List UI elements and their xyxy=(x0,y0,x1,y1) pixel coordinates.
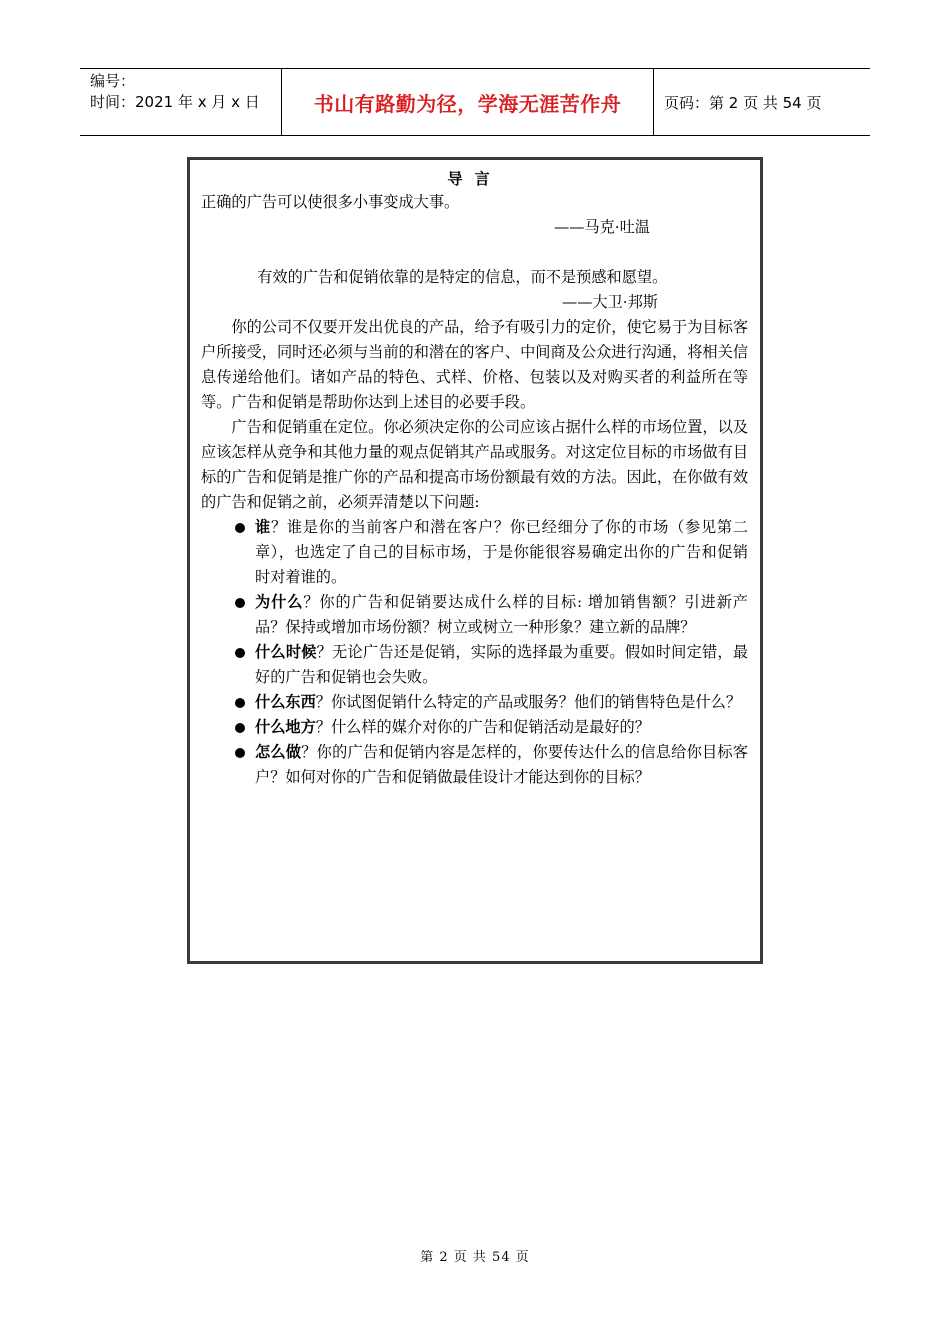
question-list xyxy=(201,515,748,790)
item-text: ？你试图促销什么特定的产品或服务？他们的销售特色是什么？ xyxy=(315,693,741,711)
quote-text: 正确的广告可以使很多小事变成大事。 xyxy=(201,193,460,211)
header-page-info: 页码：第 2 页 共 54 页 xyxy=(664,93,822,112)
bullet-icon xyxy=(235,723,245,733)
item-text: ？你的广告和促销内容是怎样的，你要传达什么的信息给你目标客户？如何对你的广告和促销做最佳设计才能达到你的目标？ xyxy=(255,743,749,786)
item-term: 为什么 xyxy=(255,593,304,611)
bullet-icon xyxy=(235,598,245,608)
header-motto: 书山有路勤为径，学海无涯苦作舟 xyxy=(282,69,654,135)
body-paragraph: 你的公司不仅要开发出优良的产品，给予有吸引力的定价，使它易于为目标客户所接受，同时还必须与当前的和潜在的客户、中间商及公众进行沟通，将相关信息传递给他们。诸如产品的特色、式样、价格、包装以及对购买者的利益所在等等。广告和促销是帮助你达到上述目的必要手段。 xyxy=(201,318,748,411)
list-item xyxy=(201,515,748,590)
list-item xyxy=(201,690,748,715)
page-footer: 第 2 页 共 54 页 xyxy=(420,1250,530,1265)
bullet-icon xyxy=(235,523,245,533)
page-header xyxy=(80,68,870,136)
list-item xyxy=(201,640,748,690)
item-text: ？无论广告还是促销，实际的选择最为重要。假如时间定错，最好的广告和促销也会失败。 xyxy=(255,643,749,686)
bullet-icon xyxy=(235,698,245,708)
list-item xyxy=(201,740,748,790)
list-item xyxy=(201,590,748,640)
content-box xyxy=(187,157,763,964)
item-term: 怎么做 xyxy=(255,743,302,761)
quote-author: ——大卫·邦斯 xyxy=(562,293,658,311)
item-term: 谁 xyxy=(255,518,271,536)
bullet-icon xyxy=(235,748,245,758)
quote-author: ——马克·吐温 xyxy=(554,218,650,236)
spacer xyxy=(201,240,748,265)
date-label: 时间：2021 年 x 月 x 日 xyxy=(90,93,260,111)
number-label: 编号： xyxy=(90,72,136,90)
section-title: 导言 xyxy=(447,170,502,188)
body-paragraph: 广告和促销重在定位。你必须决定你的公司应该占据什么样的市场位置，以及应该怎样从竞争和其他力量的观点促销其产品或服务。对这定位目标的市场做有目标的广告和促销是推广你的产品和提高市场份额最有效的方法。因此，在你做有效的广告和促销之前，必须弄清楚以下问题: xyxy=(201,418,748,511)
item-term: 什么地方 xyxy=(255,718,316,736)
item-text: ？什么样的媒介对你的广告和促销活动是最好的？ xyxy=(315,718,650,736)
list-item xyxy=(201,715,748,740)
item-term: 什么时候 xyxy=(255,643,317,661)
item-text: ？谁是你的当前客户和潜在客户？你已经细分了你的市场（参见第二章），也选定了自己的目标市场，于是你能很容易确定出你的广告和促销时对着谁的。 xyxy=(255,518,749,586)
bullet-icon xyxy=(235,648,245,658)
item-text: ？你的广告和促销要达成什么样的目标: 增加销售额？引进新产品？保持或增加市场份额？树立或树立一种形象？建立新的品牌？ xyxy=(255,593,748,636)
header-meta xyxy=(80,69,282,135)
quote-text: 有效的广告和促销依靠的是特定的信息，而不是预感和愿望。 xyxy=(257,268,668,286)
item-term: 什么东西 xyxy=(255,693,316,711)
